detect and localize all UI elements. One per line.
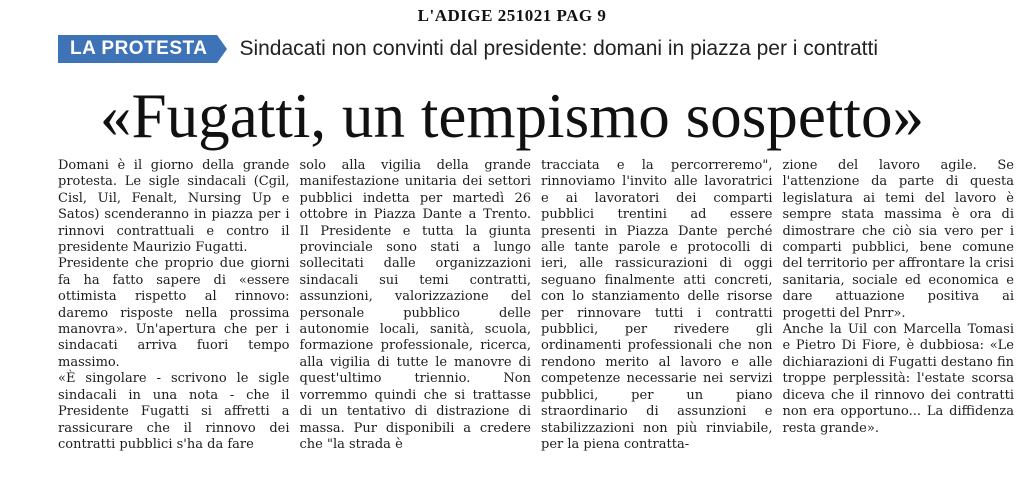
- article-column: [541, 158, 773, 478]
- newspaper-masthead: L'ADIGE 251021 PAG 9: [417, 6, 607, 25]
- article-headline: «Fugatti, un tempismo sospetto»: [99, 80, 925, 151]
- article-paragraph: zione del lavoro agile. Se l'attenzione da parte di questa legislatura ai temi del lavoro è sempre stata massima è ora di dimostrare che ciò sia vero per i comparti pubblici, bene comune del territorio per affrontare la crisi sanitaria, sociale ed economica e dare attuazione positiva ai progetti del Pnrr».: [782, 158, 1014, 321]
- section-label: LA PROTESTA: [58, 35, 217, 63]
- article-paragraph: solo alla vigilia della grande manifestazione unitaria dei settori pubblici indetta per martedì 26 ottobre in Piazza Dante a Trento. Il Presidente e tutta la giunta provinciale sono stati a lungo sollecitati dalle organizzazioni sindacali sui temi contratti, assunzioni, valorizzazione del personale pubblico delle autonomie locali, sanità, scuola, formazione professionale, ricerca, alla vigilia di tutte le manovre di quest'ultimo triennio. Non vorremmo quindi che si trattasse di un tentativo di distrazione di massa. Pur disponibili a credere che "la strada è: [299, 158, 531, 452]
- article-paragraph: Presidente che proprio due giorni fa ha fatto sapere di «essere ottimista rispetto al rinnovo: daremo risposte nella prossima manovra». Un'apertura che per i sindacati arriva fuori tempo massimo.: [58, 256, 290, 370]
- article-subtitle: Sindacati non convinti dal presidente: domani in piazza per i contratti: [239, 37, 878, 60]
- article-body: [58, 158, 1014, 478]
- article-column: [783, 158, 1015, 478]
- kicker-row: [58, 32, 1014, 66]
- article-column: [58, 158, 290, 478]
- article-column: [300, 158, 532, 478]
- article-paragraph: tracciata e la percorreremo", rinnoviamo l'invito alle lavoratrici e ai lavoratori dei comparti pubblici trentini ad essere presenti in Piazza Dante perché alle tante parole e protocolli di ieri, alle rassicurazioni di oggi seguano finalmente atti concreti, con lo stanziamento delle risorse per rinnovare tutti i contratti pubblici, per rivedere gli ordinamenti professionali che non rendono merito al lavoro e alle competenze necessarie nei servizi pubblici, per un piano straordinario di assunzioni e stabilizzazioni non più rinviabile, per la piena contratta-: [541, 158, 773, 452]
- article-paragraph: Anche la Uil con Marcella Tomasi e Pietro Di Fiore, è dubbiosa: «Le dichiarazioni di Fugatti destano fin troppe perplessità: l'estate scorsa diceva che il rinnovo dei contratti non era opportuno... La diffidenza resta grande».: [782, 322, 1014, 436]
- article-paragraph: Domani è il giorno della grande protesta. Le sigle sindacali (Cgil, Cisl, Uil, Fenalt, Nursing Up e Satos) scenderanno in piazza per i rinnovi contrattuali e contro il presidente Maurizio Fugatti.: [58, 158, 290, 256]
- article-paragraph: «È singolare - scrivono le sigle sindacali in una nota - che il Presidente Fugatti si affretti a rassicurare che il rinnovo dei contratti pubblici s'ha da fare: [58, 371, 290, 452]
- section-label-arrow-icon: [217, 35, 227, 63]
